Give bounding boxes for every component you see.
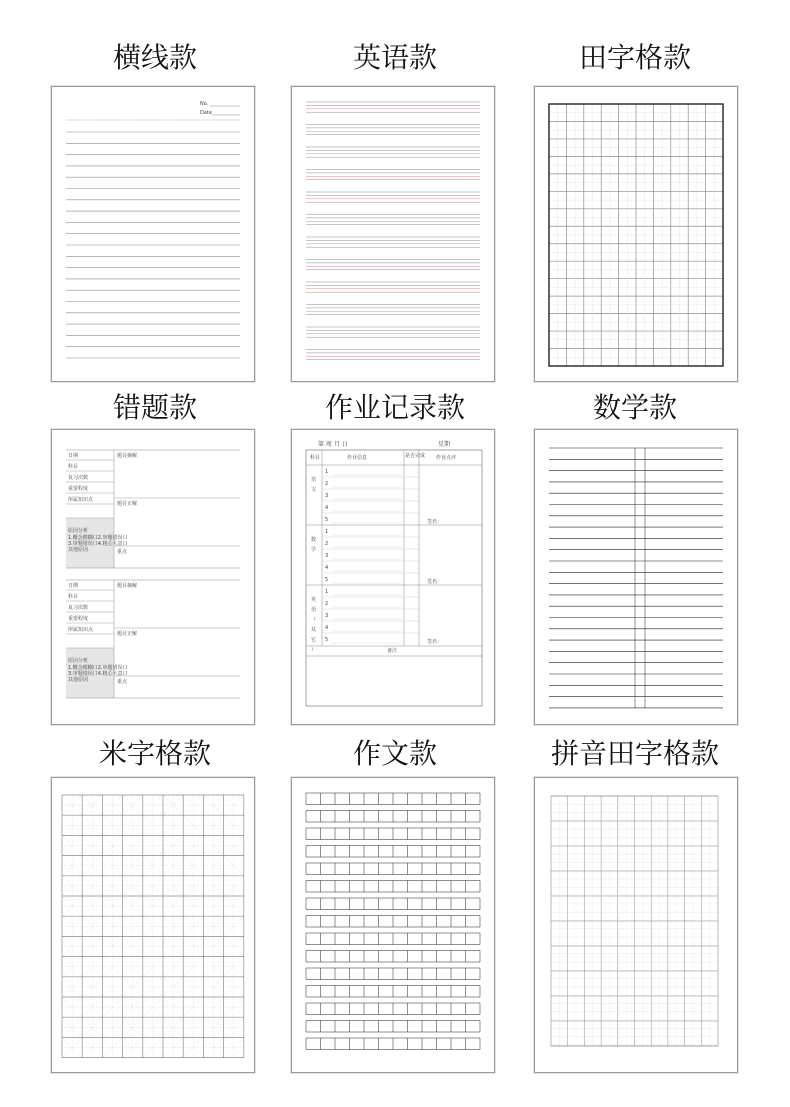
no-label: No. <box>200 101 209 107</box>
row-number: 2 <box>325 541 329 547</box>
row-number: 4 <box>325 505 329 511</box>
error-field-label: 题目摘解 <box>117 453 138 459</box>
row-number: 1 <box>325 589 329 595</box>
row-number: 4 <box>325 565 329 571</box>
sign-label: 签名： <box>427 579 443 585</box>
error-field-label: 重点 <box>117 679 128 685</box>
tianzi-grid <box>535 87 737 381</box>
row-number: 1 <box>325 529 329 535</box>
lined-sheet <box>51 86 255 382</box>
homework-table <box>292 430 494 724</box>
subject-char: 语 <box>311 477 317 483</box>
row-number: 5 <box>325 577 329 583</box>
col-subject: 科目 <box>310 455 321 461</box>
english-sheet <box>291 86 495 382</box>
style-title: 数学款 <box>592 391 677 424</box>
mizi-sheet <box>51 777 255 1073</box>
style-title: 横线款 <box>112 41 197 74</box>
subject-char: 学 <box>311 547 317 553</box>
col-content: 作业信息 <box>347 455 368 461</box>
error-field-label: 日期 <box>68 453 79 459</box>
subject-char: 语 <box>311 607 317 613</box>
style-title: 作业记录款 <box>324 391 465 424</box>
style-title: 田字格款 <box>578 41 691 74</box>
row-number: 2 <box>325 481 329 487</box>
row-number: 5 <box>325 637 329 643</box>
pinyin-grid <box>535 778 737 1072</box>
style-title: 错题款 <box>112 391 197 424</box>
error-field-label: 日期 <box>68 583 79 589</box>
style-title: 作文款 <box>352 737 437 770</box>
homework-sheet <box>291 429 495 725</box>
row-number: 2 <box>325 601 329 607</box>
errors-sheet <box>51 429 255 725</box>
error-reason-text: 1.概念模糊口2.审题错误口 <box>68 665 128 671</box>
row-number: 1 <box>325 469 329 475</box>
row-number: 3 <box>325 553 329 559</box>
remarks-label: 备注 <box>387 648 398 654</box>
composition-grid <box>292 778 494 1072</box>
subject-char: ） <box>311 647 317 653</box>
error-field-label: 题目正解 <box>117 631 138 637</box>
row-number: 5 <box>325 517 329 523</box>
style-title: 英语款 <box>352 41 437 74</box>
error-field-label: 原因分析 <box>68 658 89 664</box>
error-field-label: 所属知识点 <box>68 497 94 503</box>
sign-label: 签名： <box>427 519 443 525</box>
error-reason-text: 其他原因 <box>68 677 89 683</box>
weekday-label: 星期 <box>438 441 451 448</box>
error-field-label: 科目 <box>68 594 79 600</box>
subject-char: （ <box>311 617 317 623</box>
errors-form <box>52 430 254 724</box>
col-review: 作业点评 <box>436 455 457 461</box>
subject-char: 文 <box>311 487 317 493</box>
error-reason-text: 1.概念模糊口2.审题错误口 <box>68 535 128 541</box>
subject-char: 英 <box>311 597 317 603</box>
error-reason-text: 3.审题错误口4.粗心大意口 <box>68 671 128 677</box>
math-sheet <box>534 429 738 725</box>
error-reason-text: 其他原因 <box>68 547 89 553</box>
error-field-label: 重点 <box>117 549 128 555</box>
error-field-label: 重要程度 <box>68 486 89 492</box>
week-date-label: 第 周 月 日 <box>318 441 348 448</box>
error-field-label: 原因分析 <box>68 528 89 534</box>
math-ruling <box>535 430 737 724</box>
style-title: 米字格款 <box>98 737 211 770</box>
subject-char: 它 <box>311 637 317 643</box>
error-field-label: 复习次数 <box>68 475 89 481</box>
mizi-grid <box>52 778 254 1072</box>
sign-label: 签名： <box>427 639 443 645</box>
style-title: 拼音田字格款 <box>550 737 719 770</box>
pinyin-sheet <box>534 777 738 1073</box>
error-field-label: 题目正解 <box>117 501 138 507</box>
col-done: 是否完成 <box>405 453 426 459</box>
lined-ruling <box>52 87 254 381</box>
date-label: Date <box>200 110 212 116</box>
error-field-label: 复习次数 <box>68 605 89 611</box>
tianzi-sheet <box>534 86 738 382</box>
error-field-label: 重要程度 <box>68 616 89 622</box>
error-reason-text: 3.审题错误口4.粗心大意口 <box>68 541 128 547</box>
composition-sheet <box>291 777 495 1073</box>
error-field-label: 科目 <box>68 464 79 470</box>
row-number: 3 <box>325 613 329 619</box>
error-field-label: 所属知识点 <box>68 627 94 633</box>
english-ruling <box>292 87 494 381</box>
subject-char: 数 <box>311 537 317 543</box>
subject-char: 其 <box>311 627 317 633</box>
row-number: 4 <box>325 625 329 631</box>
error-field-label: 题目摘解 <box>117 583 138 589</box>
row-number: 3 <box>325 493 329 499</box>
